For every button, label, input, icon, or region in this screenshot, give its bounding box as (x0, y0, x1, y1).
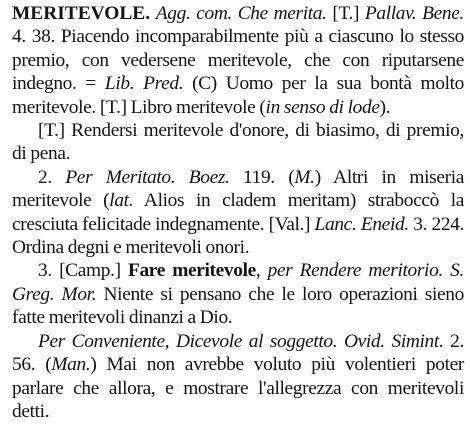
text-run: 2. (38, 166, 66, 188)
entry-paragraph-1 (12, 2, 464, 119)
text-run: Per Conveniente (38, 330, 165, 352)
entry-paragraph-5 (12, 330, 464, 424)
text-run: ) Altri in miseria meritevole ( (12, 166, 464, 212)
text-run: in senso di lode (265, 96, 380, 118)
text-run: (C) Uomo per la sua bontà molto meritevole. [T.] Libro meritevole ( (12, 73, 464, 118)
text-run: , (255, 260, 268, 282)
text-run: 3. 224. Ordina degni e meritevoli onori. (12, 213, 465, 259)
grammar-note: Agg. com. Che merita. (155, 3, 327, 24)
text-run: ). (379, 96, 391, 118)
headword: MERITEVOLE. (12, 3, 151, 24)
text-run: Lib. Pred. (104, 73, 184, 95)
text-run: Man. (51, 354, 91, 376)
text-run: Fare meritevole (127, 260, 256, 282)
entry-paragraph-2 (12, 119, 464, 166)
text-run: Dicevole al soggetto. Ovid. Simint. (175, 330, 444, 352)
text-run: Per Meritato. Boez. (65, 166, 230, 188)
text-run: [T.] Rendersi meritevole d'onore, di biasimo, di premio, di pena. (12, 120, 464, 165)
text-run: 3. [Camp.] (38, 260, 128, 282)
text-run: ) Mai non avrebbe voluto più volentieri poter parlare che allora, e mostrare l'allegrezza con meritevoli detti. (12, 354, 464, 422)
text-run: lat. (109, 190, 134, 212)
text-run: 2. 56. ( (12, 330, 465, 376)
text-run: Lanc. Eneid. (314, 213, 409, 235)
text-run: M. (294, 166, 315, 188)
text-run: Niente si pensano che le loro operazioni sieno fatte meritevoli dinanzi a Dio. (12, 283, 464, 329)
entry-paragraph-4 (12, 259, 464, 329)
text-run: Pallav. Bene. (364, 3, 465, 24)
text-run: , (164, 330, 176, 352)
text-run: 119. ( (229, 166, 295, 188)
text-run: per Rendere meritorio. S. Greg. Mor. (12, 260, 465, 305)
text-run: [T.] (326, 3, 365, 24)
entry-paragraph-3 (12, 166, 464, 260)
text-run: 4. 38. Piacendo incomparabilmente più a ciascuno lo stesso premio, con vedersene meritevole, che con riputarsene indegno. = (12, 26, 464, 95)
text-run: Alios in cladem meritam) straboccò la cresciuta felicitade indegnamente. [Val.] (12, 190, 464, 235)
